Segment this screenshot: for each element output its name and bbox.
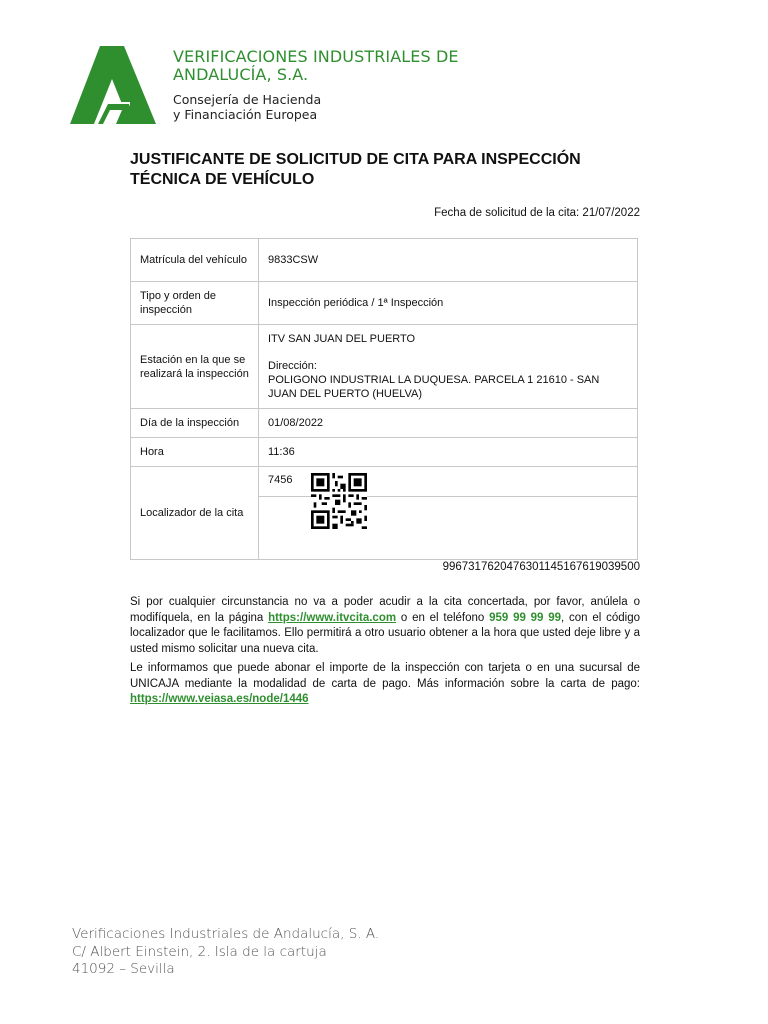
qr-code-icon [311,473,367,529]
footer-address [72,926,472,979]
station-name: ITV SAN JUAN DEL PUERTO [268,333,416,345]
plate-value: 9833CSW [259,239,638,282]
footer-line3: 41092 – Sevilla [72,961,175,977]
request-date: Fecha de solicitud de la cita: 21/07/2022 [434,207,640,219]
org-sub-line2: y Financiación Europea [173,106,318,122]
locator-label: Localizador de la cita [131,467,259,560]
hour-value: 11:36 [259,438,638,467]
footer-line2: C/ Albert Einstein, 2. Isla de la cartuja [72,943,327,960]
hour-label: Hora [131,438,259,467]
cancel-notice-text-b: o en el teléfono [396,611,490,624]
locator-cell [259,467,638,560]
veiasa-a-logo-icon [70,46,156,124]
cancel-notice-text-a: Si por cualquier circunstancia no va a poder acudir a la cita concertada, por favor, anúlela o modifíquela, en la página [130,596,640,624]
table-row-station [131,325,638,409]
station-label: Estación en la que se realizará la inspección [131,325,259,409]
day-label: Día de la inspección [131,409,259,438]
day-value: 01/08/2022 [259,409,638,438]
locator-value: 7456 [268,474,293,486]
org-name: VERIFICACIONES INDUSTRIALES DE ANDALUCÍA, S.A. [173,47,459,84]
phone-number: 959 99 99 99 [489,611,562,624]
address-value: POLIGONO INDUSTRIAL LA DUQUESA. PARCELA 1 21610 - SAN JUAN DEL PUERTO (HUELVA) [268,374,600,400]
table-row-locator [131,467,638,560]
type-label: Tipo y orden de inspección [131,282,259,325]
table-row-type [131,282,638,325]
itvcita-link[interactable]: https://www.itvcita.com [268,611,397,624]
footer-line1: Verificaciones Industriales de Andalucía, S. A. [72,926,380,942]
table-row-hour [131,438,638,467]
document-title: JUSTIFICANTE DE SOLICITUD DE CITA PARA INSPECCIÓN TÉCNICA DE VEHÍCULO [130,151,581,188]
plate-label: Matrícula del vehículo [131,239,259,282]
org-subtitle [173,93,473,122]
payment-notice-text: Le informamos que puede abonar el importe de la inspección con tarjeta o en una sucursal de UNICAJA mediante la modalidad de carta de pago. Más información sobre la carta de pago: [130,662,640,690]
cancel-notice [130,595,640,657]
table-row-day [131,409,638,438]
appointment-table [130,238,638,560]
station-cell [259,325,638,409]
table-row-plate [131,239,638,282]
payment-notice [130,661,640,708]
address-label: Dirección: [268,360,317,372]
type-value: Inspección periódica / 1ª Inspección [259,282,638,325]
veiasa-link[interactable]: https://www.veiasa.es/node/1446 [130,693,309,705]
cancel-notice-text-c: , con el código localizador que le facilitamos. Ello permitirá a otro usuario obtener a la hora que usted deje libre y a usted mismo solicitar una nueva cita. [130,611,640,655]
barcode-number: 9967317620476301145167619039500 [442,561,640,573]
org-sub-line1: Consejería de Hacienda [173,92,322,107]
